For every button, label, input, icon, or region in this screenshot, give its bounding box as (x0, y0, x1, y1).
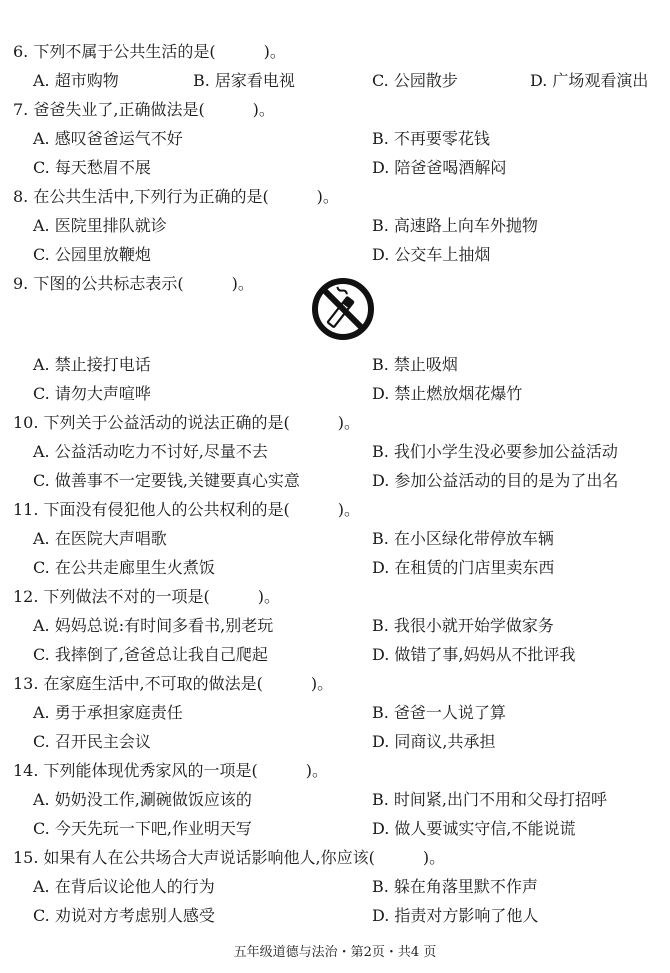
option-a: A. 在医院大声唱歌 (33, 529, 167, 548)
option-b: B. 躲在角落里默不作声 (372, 877, 538, 896)
option-a: A. 妈妈总说:有时间多看书,别老玩 (33, 616, 274, 635)
option-d: D. 禁止燃放烟花爆竹 (372, 384, 523, 403)
option-b: B. 我们小学生没必要参加公益活动 (372, 442, 618, 461)
question-12 (0, 582, 670, 611)
question-13-options-row1 (0, 698, 670, 727)
option-d: D. 同商议,共承担 (372, 732, 496, 751)
question-14 (0, 756, 670, 785)
option-d: D. 公交车上抽烟 (372, 245, 491, 264)
option-c: C. 公园里放鞭炮 (33, 245, 151, 264)
option-b: B. 我很小就开始学做家务 (372, 616, 554, 635)
page-footer: 五年级道德与法治・第2页・共4 页 (233, 945, 437, 960)
question-15-options-row1 (0, 872, 670, 901)
option-c: C. 每天愁眉不展 (33, 158, 151, 177)
option-c: C. 公园散步 (372, 71, 458, 90)
question-9-options-row1 (0, 350, 670, 379)
question-14-options-row1 (0, 785, 670, 814)
option-d: D. 参加公益活动的目的是为了出名 (372, 471, 619, 490)
question-stem: 10. 下列关于公益活动的说法正确的是( )。 (13, 413, 361, 432)
option-c: C. 在公共走廊里生火煮饭 (33, 558, 215, 577)
question-12-options-row2 (0, 640, 670, 669)
option-d: D. 陪爸爸喝酒解闷 (372, 158, 507, 177)
option-a: A. 禁止接打电话 (33, 355, 151, 374)
question-stem: 7. 爸爸失业了,正确做法是( )。 (13, 100, 275, 119)
question-stem: 9. 下图的公共标志表示( )。 (13, 274, 254, 293)
option-d: D. 指责对方影响了他人 (372, 906, 539, 925)
question-stem: 15. 如果有人在公共场合大声说话影响他人,你应该( )。 (13, 848, 446, 867)
option-a: A. 超市购物 (33, 71, 119, 90)
question-stem: 13. 在家庭生活中,不可取的做法是( )。 (13, 674, 334, 693)
question-11-options-row2 (0, 553, 670, 582)
question-7-options-row1 (0, 124, 670, 153)
question-13-options-row2 (0, 727, 670, 756)
question-15-options-row2 (0, 901, 670, 930)
question-11-options-row1 (0, 524, 670, 553)
option-d: D. 广场观看演出 (530, 71, 649, 90)
question-10 (0, 408, 670, 437)
option-a: A. 公益活动吃力不讨好,尽量不去 (33, 442, 268, 461)
option-b: B. 居家看电视 (193, 71, 295, 90)
question-stem: 11. 下面没有侵犯他人的公共权利的是( )。 (13, 500, 361, 519)
option-d: D. 做人要诚实守信,不能说谎 (372, 819, 576, 838)
question-8-options-row2 (0, 240, 670, 269)
option-a: A. 医院里排队就诊 (33, 216, 167, 235)
option-a: A. 勇于承担家庭责任 (33, 703, 183, 722)
option-c: C. 我摔倒了,爸爸总让我自己爬起 (33, 645, 268, 664)
question-11 (0, 495, 670, 524)
question-6-options (0, 66, 670, 95)
option-c: C. 做善事不一定要钱,关键要真心实意 (33, 471, 300, 490)
option-b: B. 爸爸一人说了算 (372, 703, 506, 722)
question-12-options-row1 (0, 611, 670, 640)
option-c: C. 请勿大声喧哗 (33, 384, 151, 403)
option-d: D. 做错了事,妈妈从不批评我 (372, 645, 576, 664)
option-b: B. 不再要零花钱 (372, 129, 490, 148)
question-7 (0, 95, 670, 124)
option-c: C. 召开民主会议 (33, 732, 151, 751)
option-b: B. 高速路上向车外抛物 (372, 216, 538, 235)
question-7-options-row2 (0, 153, 670, 182)
option-a: A. 感叹爸爸运气不好 (33, 129, 183, 148)
question-stem: 8. 在公共生活中,下列行为正确的是( )。 (13, 187, 339, 206)
question-stem: 14. 下列能体现优秀家风的一项是( )。 (13, 761, 329, 780)
option-b: B. 时间紧,出门不用和父母打招呼 (372, 790, 608, 809)
question-10-options-row2 (0, 466, 670, 495)
option-b: B. 禁止吸烟 (372, 355, 458, 374)
question-6 (0, 37, 670, 66)
option-c: C. 劝说对方考虑别人感受 (33, 906, 215, 925)
question-13 (0, 669, 670, 698)
question-10-options-row1 (0, 437, 670, 466)
option-a: A. 奶奶没工作,涮碗做饭应该的 (33, 790, 252, 809)
question-15 (0, 843, 670, 872)
question-8-options-row1 (0, 211, 670, 240)
question-stem: 6. 下列不属于公共生活的是( )。 (13, 42, 286, 61)
no-smoking-icon (310, 276, 376, 342)
question-14-options-row2 (0, 814, 670, 843)
option-a: A. 在背后议论他人的行为 (33, 877, 215, 896)
option-b: B. 在小区绿化带停放车辆 (372, 529, 554, 548)
question-9-options-row2 (0, 379, 670, 408)
option-c: C. 今天先玩一下吧,作业明天写 (33, 819, 252, 838)
question-8 (0, 182, 670, 211)
option-d: D. 在租赁的门店里卖东西 (372, 558, 555, 577)
question-stem: 12. 下列做法不对的一项是( )。 (13, 587, 281, 606)
